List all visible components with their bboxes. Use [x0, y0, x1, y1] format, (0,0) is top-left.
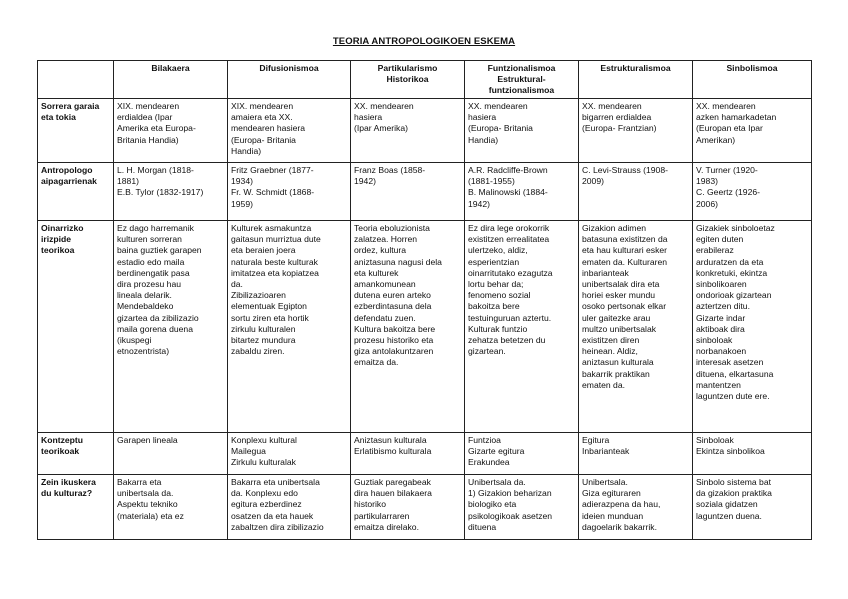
table-cell: Ez dago harremanik kulturen sorreran baina guztiek garapen estadio edo maila berdinengatik pasa dira prozesu hau lineala delarik. Mendebaldeko gizartea da zibilizazio maila gorena duena (ikuspegi etnozentrista): [114, 221, 228, 433]
page-title: TEORIA ANTROPOLOGIKOEN ESKEMA: [332, 36, 516, 47]
table-cell: Ez dira lege orokorrik existitzen errealitatea ulertzeko, aldiz, esperientzian oinarritutako ezagutza lortu behar da; fenomeno sozial bakoitza bere testuinguruan aztertu. Kulturak funtzio zehatza betetzen du gizartean.: [465, 221, 579, 433]
table-cell: Gizakiek sinboloetaz egiten duten erabileraz arduratzen da eta konkretuki, ekintza sinbolikoaren ondorioak gizartean aztertzen ditu. Gizarte indar aktiboak dira sinboloak norbanakoen interesak asetzen dituena, elkartasuna mantentzen laguntzen dute ere.: [693, 221, 812, 433]
header-cell-sinbolismoa: Sinbolismoa: [693, 61, 812, 99]
table-cell: V. Turner (1920- 1983) C. Geertz (1926- 2006): [693, 163, 812, 221]
header-cell-estrukturalismoa: Estrukturalismoa: [579, 61, 693, 99]
table-cell: Guztiak paregabeak dira hauen bilakaera historiko partikularraren emaitza direlako.: [351, 475, 465, 540]
table-cell: Funtzioa Gizarte egitura Erakundea: [465, 433, 579, 475]
header-cell-partikularismo: Partikularismo Historikoa: [351, 61, 465, 99]
row-label: Sorrera garaia eta tokia: [38, 99, 114, 163]
theories-table: [37, 60, 812, 540]
table-cell: Sinboloak Ekintza sinbolikoa: [693, 433, 812, 475]
row-label: Kontzeptu teorikoak: [38, 433, 114, 475]
table-row: [38, 99, 812, 163]
table-cell: L. H. Morgan (1818- 1881) E.B. Tylor (1832-1917): [114, 163, 228, 221]
table-cell: Unibertsala da. 1) Gizakion beharizan biologiko eta psikologikoak asetzen dituena: [465, 475, 579, 540]
table-row: [38, 221, 812, 433]
table-cell: XIX. mendearen erdialdea (Ipar Amerika eta Europa- Britania Handia): [114, 99, 228, 163]
header-cell-bilakaera: Bilakaera: [114, 61, 228, 99]
table-cell: Teoria eboluzionista zalatzea. Horren ordez, kultura aniztasuna nagusi dela eta kulturek amankomunean dutena euren arteko ezberdintasuna dela defendatu zuen. Kultura bakoitza bere prozesu historiko eta giza antolakuntzaren emaitza da.: [351, 221, 465, 433]
table-cell: Franz Boas (1858- 1942): [351, 163, 465, 221]
table-row: [38, 475, 812, 540]
table-header-row: [38, 61, 812, 99]
table-cell: XX. mendearen hasiera (Europa- Britania Handia): [465, 99, 579, 163]
table-cell: Unibertsala. Giza egituraren adierazpena da hau, ideien munduan dagoelarik bakarrik.: [579, 475, 693, 540]
table-row: [38, 433, 812, 475]
table-cell: Bakarra eta unibertsala da. Aspektu tekniko (materiala) eta ez: [114, 475, 228, 540]
table-cell: Fritz Graebner (1877- 1934) Fr. W. Schmidt (1868- 1959): [228, 163, 351, 221]
table-cell: XX. mendearen hasiera (Ipar Amerika): [351, 99, 465, 163]
row-label: Oinarrizko irizpide teorikoa: [38, 221, 114, 433]
header-cell-empty: [38, 61, 114, 99]
table-cell: Sinbolo sistema bat da gizakion praktika soziala gidatzen laguntzen duena.: [693, 475, 812, 540]
table-cell: Bakarra eta unibertsala da. Konplexu edo egitura ezberdinez osatzen da eta hauek zabaltzen dira zibilizazio: [228, 475, 351, 540]
table-cell: Aniztasun kulturala Erlatibismo kulturala: [351, 433, 465, 475]
table-cell: Garapen lineala: [114, 433, 228, 475]
header-cell-funtzionalismoa: Funtzionalismoa Estruktural- funtzionalismoa: [465, 61, 579, 99]
table-cell: A.R. Radcliffe-Brown (1881-1955) B. Malinowski (1884- 1942): [465, 163, 579, 221]
table-cell: Gizakion adimen batasuna existitzen da eta hau kulturari esker ematen da. Kulturaren inbarianteak unibertsalak dira eta horiei esker mundu osoko pertsonak elkar uler gaitezke arau multzo unibertsalak existitzen diren heinean. Aldiz, aniztasun kulturala bakarrik praktikan ematen da.: [579, 221, 693, 433]
table-cell: XX. mendearen azken hamarkadetan (Europan eta Ipar Amerikan): [693, 99, 812, 163]
row-label: Antropologo aipagarrienak: [38, 163, 114, 221]
table-row: [38, 163, 812, 221]
table-cell: XX. mendearen bigarren erdialdea (Europa- Frantzian): [579, 99, 693, 163]
table-cell: Egitura Inbarianteak: [579, 433, 693, 475]
table-cell: Kulturek asmakuntza gaitasun murriztua dute eta beraien joera naturala beste kulturak imitatzea eta kopiatzea da. Zibilizazioaren elementuak Egipton sortu ziren eta hortik zirkulu kulturalen bitartez mundura zabaldu ziren.: [228, 221, 351, 433]
table-cell: C. Levi-Strauss (1908- 2009): [579, 163, 693, 221]
header-cell-difusionismoa: Difusionismoa: [228, 61, 351, 99]
row-label: Zein ikuskera du kulturaz?: [38, 475, 114, 540]
table-cell: Konplexu kultural Mailegua Zirkulu kulturalak: [228, 433, 351, 475]
table-cell: XIX. mendearen amaiera eta XX. mendearen hasiera (Europa- Britania Handia): [228, 99, 351, 163]
